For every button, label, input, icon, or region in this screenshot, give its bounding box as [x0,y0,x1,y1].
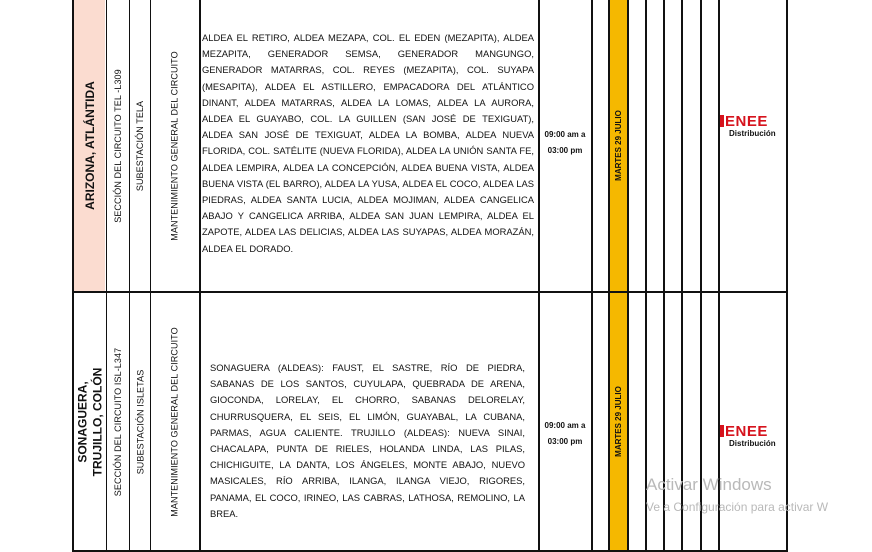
row-1-time: 09:00 am a 03:00 pm [544,130,586,155]
row-2-location: SONAGUERA, TRUJILLO, COLÓN [75,367,105,476]
row-2-substation: SUBESTACIÓN ISLETAS [135,369,145,474]
grid-line [681,0,683,552]
grid-line [538,0,540,552]
activation-watermark-subtitle: Ve a Configuración para activar W [646,500,829,514]
activation-watermark-title: Activar Windows [646,475,772,494]
grid-line [627,0,629,552]
row-1-substation: SUBESTACIÓN TELA [135,100,146,191]
grid-line [700,0,702,552]
row-2-date: MARTES 29 JULIO [614,386,623,457]
row-1-location: ARIZONA, ATLÁNTIDA [82,81,97,210]
enee-logo: ENEE Distribución [720,114,786,139]
row-1-affected-areas: ALDEA EL RETIRO, ALDEA MEZAPA, COL. EL EDEN (MEZAPITA), ALDEA MEZAPITA, GENERADOR SEMSA, GENERADOR MANGUNGO, GENERADOR MATARRAS, COL. REYES (MEZAPITA), COL. SUYAPA (MESAPITA), ALDEA EL ASTILLERO, EMPACADORA DEL ATLÁNTICO DINANT, ALDEA MATARRAS, ALDEA LA LOMAS, ALDEA LA AURORA, ALDEA EL GUAYABO, COL. LA GUILLEN (SAN JOSÉ DE TEXIGUAT), ALDEA SAN JOSÉ DE TEXIGUAT, ALDEA LA BOMBA, ALDEA NUEVA FLORIDA, COL. SATÉLITE (NUEVA FLORIDA), ALDEA LA UNIÓN SANTA FE, ALDEA LEMPIRA, ALDEA LA CONCEPCIÓN, ALDEA BUENA VISTA, ALDEA BUENA VISTA (EL BARRO), ALDEA LA YUSA, ALDEA EL COCO, ALDEA LAS PIEDRAS, ALDEA SANTA LUCIA, ALDEA MOJIMAN, ALDEA CANGELICA ABAJO Y CANGELICA ARRIBA, ALDEA SAN JUAN LEMPIRA, ALDEA EL ZAPOTE, ALDEA LAS DELICIAS, ALDEA LAS SUYAPAS, ALDEA MORAZÁN, ALDEA EL DORADO. [202,32,534,254]
row-1-circuit-section: SECCIÓN DEL CIRCUITO TEL -L309 [113,68,124,223]
grid-line [718,0,720,552]
row-1-date: MARTES 29 JULIO [614,110,623,181]
enee-logo: ENEE Distribución [720,424,786,449]
row-2-work-type: MANTENIMIENTO GENERAL DEL CIRCUITO [170,326,180,517]
grid-line [591,0,593,552]
grid-line [199,0,201,552]
grid-line [645,0,647,552]
grid-line [786,0,788,552]
row-2-affected-areas: SONAGUERA (ALDEAS): FAUST, EL SASTRE, RÍO DE PIEDRA, SABANAS DE LOS SANTOS, CUYULAPA, QUEBRADA DE ARENA, GIOCONDA, LORELAY, EL CHORRO, SABANAS DELORELAY, CHURRUSQUERA, EL SEIS, EL LIMÓN, GUAYABAL, LA CUBANA, PARMAS, AGUA CALIENTE. TRUJILLO (ALDEAS): NUEVA SINAI, CHACALAPA, PUNTA DE RIELES, HOLANDA LINDA, LAS PILAS, CHICHIGUITE, LA DANTA, LOS ÁNGELES, MONTE ABAJO, NUEVO MASICALES, RÍO ARRIBA, ILANGA, ILANGA VIEJO, RIGORES, PANAMA, EL COCO, IRINEO, LAS CABRAS, LATHOSA, REMOLINO, LA BREA. [210,362,525,519]
row-2-circuit-section: SECCIÓN DEL CIRCUITO ISL-L347 [113,347,124,496]
row-1-work-type: MANTENIMIENTO GENERAL DEL CIRCUITO [170,50,180,241]
row-2-time: 09:00 am a 03:00 pm [544,421,586,446]
grid-line [663,0,665,552]
